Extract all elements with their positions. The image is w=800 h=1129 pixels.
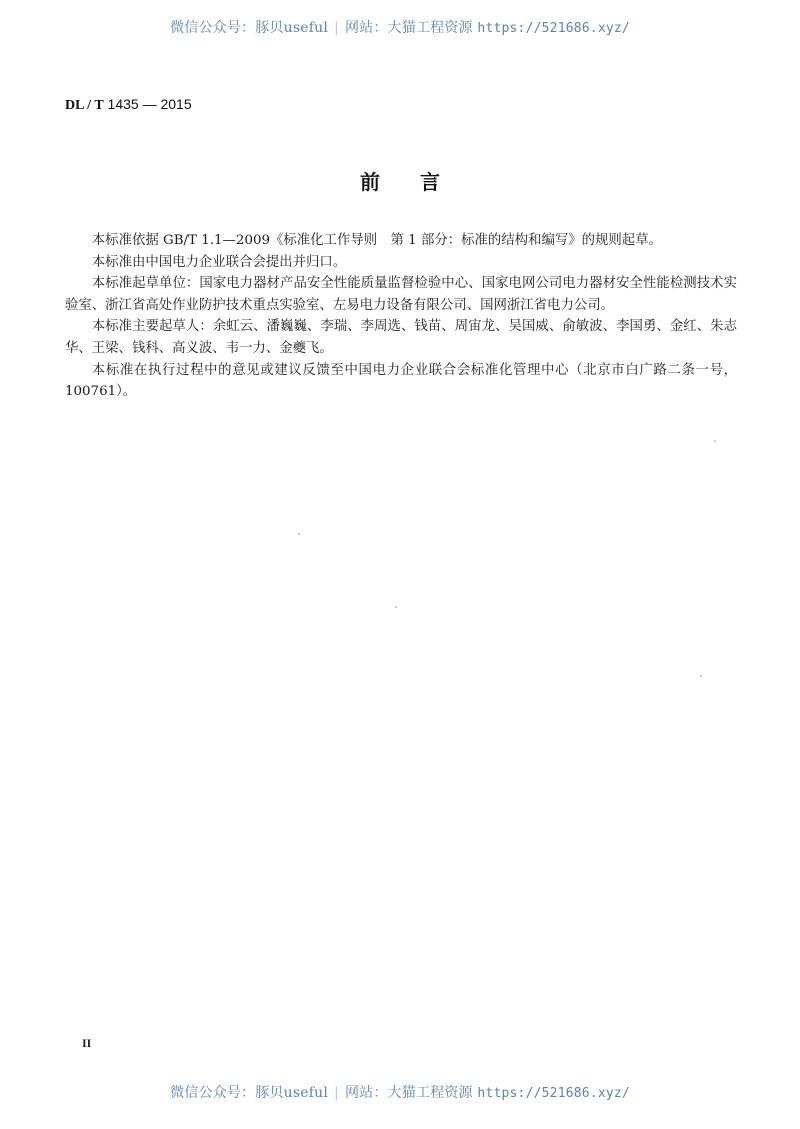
paragraph-drafters: 本标准主要起草人：余虹云、潘巍巍、李瑞、李周选、钱苗、周宙龙、吴国威、俞敏波、李国勇、金红、朱志华、王梁、钱科、高义波、韦一力、金夔飞。 — [65, 319, 737, 356]
paragraph-proposer: 本标准由中国电力企业联合会提出并归口。 — [91, 254, 347, 270]
page-title: 前言 — [360, 170, 480, 194]
watermark-separator: | — [334, 1085, 339, 1101]
standard-code — [65, 96, 192, 114]
scan-speck — [298, 533, 300, 535]
foreword-body — [65, 230, 737, 403]
watermark-wechat: 微信公众号：豚贝useful — [170, 20, 329, 36]
watermark-url[interactable]: https://521686.xyz/ — [477, 1086, 630, 1101]
scan-speck — [395, 606, 397, 608]
paragraph-feedback: 本标准在执行过程中的意见或建议反馈至中国电力企业联合会标准化管理中心（北京市白广路二条一号，100761）。 — [65, 362, 737, 400]
paragraph-drafting-units: 本标准起草单位：国家电力器材产品安全性能质量监督检验中心、国家电网公司电力器材安全性能检测技术实验室、浙江省高处作业防护技术重点实验室、左易电力设备有限公司、国网浙江省电力公司。 — [65, 276, 737, 313]
watermark-separator: | — [334, 20, 339, 36]
standard-prefix: DL / T — [65, 98, 104, 113]
watermark-site: 网站：大猫工程资源 — [344, 1085, 473, 1101]
scan-speck — [700, 675, 702, 677]
watermark-top — [0, 17, 800, 37]
standard-number: 1435 — 2015 — [107, 96, 192, 112]
watermark-site: 网站：大猫工程资源 — [344, 20, 473, 36]
watermark-url[interactable]: https://521686.xyz/ — [477, 21, 630, 36]
watermark-bottom — [0, 1082, 800, 1102]
page-number: II — [82, 1036, 92, 1050]
scan-speck — [714, 440, 716, 442]
paragraph-drafting-rules: 本标准依据 GB/T 1.1—2009《标准化工作导则 第 1 部分：标准的结构和编写》的规则起草。 — [91, 233, 662, 248]
watermark-wechat: 微信公众号：豚贝useful — [170, 1085, 329, 1101]
